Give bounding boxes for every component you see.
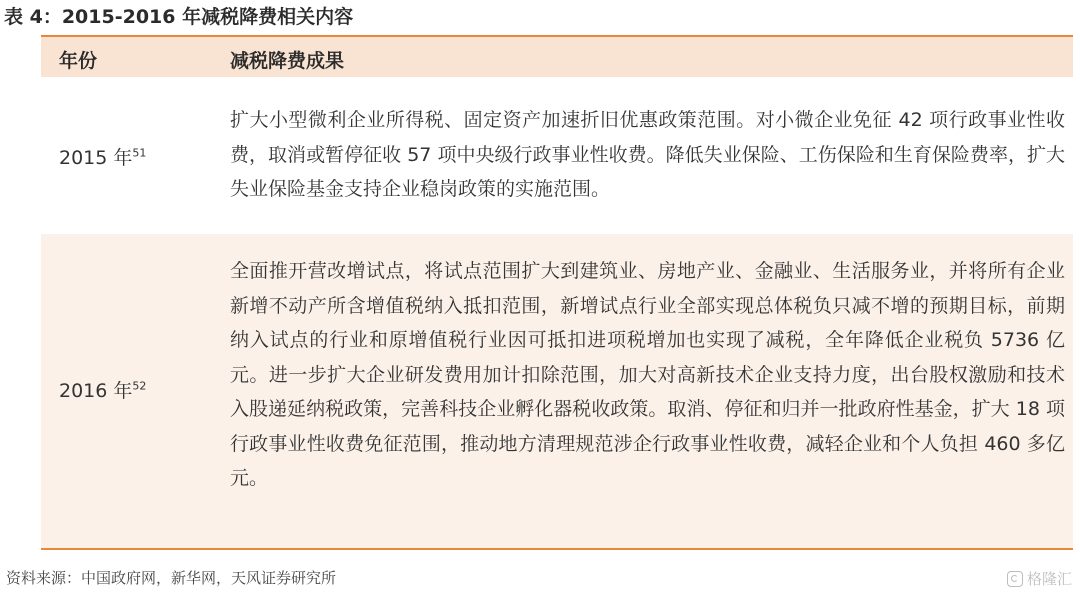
- header-year: 年份: [59, 50, 98, 72]
- table-row: [41, 77, 1073, 234]
- watermark: [1007, 568, 1072, 589]
- table-bottom-rule: [41, 548, 1073, 550]
- data-table: [41, 35, 1073, 550]
- row-year: 2015 年$^{51}$: [59, 146, 147, 169]
- table-row: [41, 234, 1073, 548]
- header-result: 减税降费成果: [230, 50, 345, 72]
- source-note: 资料来源：中国政府网，新华网，天风证券研究所: [6, 569, 337, 587]
- table-header: [41, 37, 1073, 77]
- footnote-ref: 52: [132, 379, 147, 393]
- table-title: 表 4：2015-2016 年减税降费相关内容: [4, 6, 354, 28]
- row-content: 扩大小型微利企业所得税、固定资产加速折旧优惠政策范围。对小微企业免征 42 项行政事业性收费，取消或暂停征收 57 项中央级行政事业性收费。降低失业保险、工伤保险和生育保险费率，扩大失业保险基金支持企业稳岗政策的实施范围。: [230, 109, 1065, 200]
- footnote-ref: 51: [132, 146, 147, 160]
- gelonghui-logo-icon: [1007, 571, 1023, 587]
- row-year: 2016 年$^{52}$: [59, 379, 147, 402]
- watermark-text: 格隆汇: [1026, 570, 1072, 588]
- row-content: 全面推开营改增试点，将试点范围扩大到建筑业、房地产业、金融业、生活服务业，并将所有企业新增不动产所含增值税纳入抵扣范围，新增试点行业全部实现总体税负只减不增的预期目标，前期纳入试点的行业和原增值税行业因可抵扣进项税增加也实现了减税，全年降低企业税负 5736 亿元。进一步扩大企业研发费用加计扣除范围，加大对高新技术企业支持力度，出台股权激励和技术入股递延纳税政策，完善科技企业孵化器税收政策。取消、停征和归并一批政府性基金，扩大 18 项行政事业性收费免征范围，推动地方清理规范涉企行政事业性收费，减轻企业和个人负担 460 多亿元。: [230, 260, 1065, 489]
